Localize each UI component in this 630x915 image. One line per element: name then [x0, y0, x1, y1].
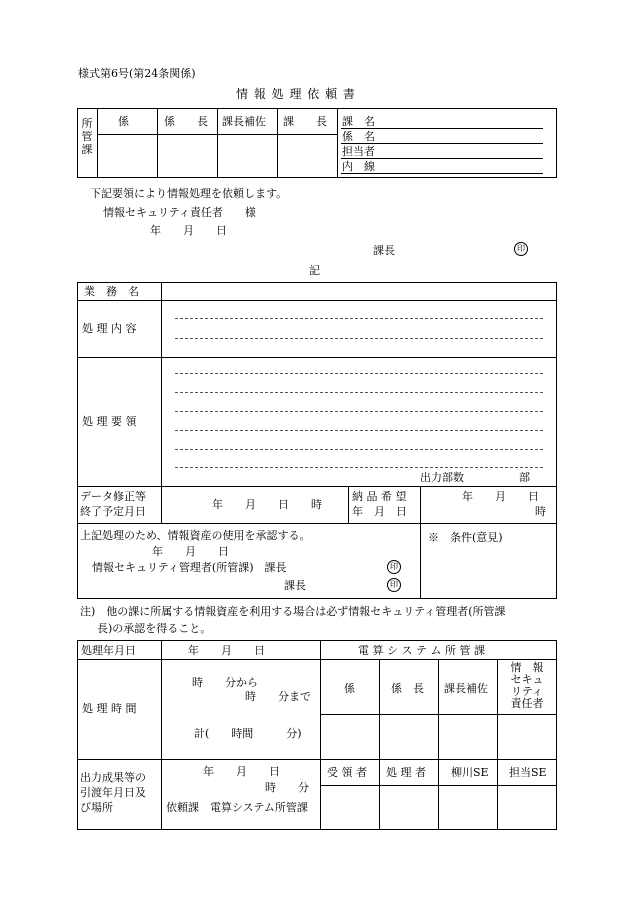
seal-icon: 印	[514, 242, 528, 256]
output-label-3: び場所	[80, 801, 113, 814]
time-total: 計( 時間 分)	[194, 727, 302, 740]
col-kakaricho: 係 長	[164, 115, 208, 128]
form-number: 様式第6号(第24条関係)	[78, 67, 196, 80]
naiyo-label: 処 理 内 容	[82, 322, 137, 335]
approval-date: 年 月 日	[152, 545, 229, 558]
output-time: 時 分	[265, 781, 309, 794]
note-line-2: 長)の承認を得ること。	[97, 622, 212, 635]
info-naisen: 内 線	[342, 160, 375, 173]
data-fix-label-2: 終了予定月日	[80, 505, 146, 518]
request-date: 年 月 日	[150, 224, 227, 237]
condition-label: ※ 条件(意見)	[428, 531, 503, 544]
gyomu-label: 業 務 名	[84, 285, 139, 298]
info-kamei: 課 名	[342, 115, 375, 128]
request-text: 下記要領により情報処理を依頼します。	[90, 187, 288, 200]
approval-text: 上記処理のため、情報資産の使用を承認する。	[80, 529, 311, 542]
yoryo-label: 処 理 要 領	[82, 415, 137, 428]
role-shori: 処 理 者	[386, 766, 426, 779]
request-kacho: 課長	[373, 244, 395, 257]
delivery-label-1: 納 品 希 望	[352, 490, 407, 503]
shori-date-label: 処理年月日	[81, 644, 136, 657]
col-kakaricho-bottom: 係 長	[391, 682, 424, 695]
role-yanagawa-se: 柳川SE	[451, 766, 489, 779]
note-line-1: 注) 他の課に所属する情報資産を利用する場合は必ず情報セキュリティ管理者(所管課	[80, 605, 506, 618]
shori-date-value: 年 月 日	[188, 644, 265, 657]
output-place: 依頼課 電算システム所管課	[166, 801, 308, 814]
output-label-2: 引渡年月日及	[80, 786, 146, 799]
role-tanto-se: 担当SE	[509, 766, 547, 779]
col-kacho-hosa-bottom: 課長補佐	[444, 682, 488, 695]
delivery-value-1: 年 月 日	[462, 490, 539, 503]
approval-manager: 情報セキュリティ管理者(所管課) 課長	[92, 561, 287, 574]
security-officer-label: 情 報 セキュ リティ 責任者	[510, 661, 544, 710]
seal-icon: 印	[387, 578, 401, 592]
info-kakarimei: 係 名	[342, 130, 375, 143]
role-jyuryo: 受 領 者	[327, 766, 367, 779]
info-tantosha: 担当者	[342, 145, 375, 158]
output-count: 出力部数 部	[420, 471, 530, 484]
shori-time-label: 処 理 時 間	[82, 702, 137, 715]
delivery-value-2: 時	[535, 505, 546, 518]
approval-kacho: 課長	[284, 579, 306, 592]
delivery-label-2: 年 月 日	[352, 505, 407, 518]
ki-label: 記	[309, 264, 320, 277]
col-kacho-hosa: 課長補佐	[222, 115, 266, 128]
output-date: 年 月 日	[203, 765, 280, 778]
data-fix-label-1: データ修正等	[80, 490, 146, 503]
col-kakari: 係	[118, 115, 129, 128]
data-fix-value: 年 月 日 時	[212, 498, 322, 511]
col-kacho: 課 長	[283, 115, 327, 128]
time-from: 時 分から	[192, 676, 258, 689]
form-title: 情 報 処 理 依 頼 書	[236, 87, 356, 101]
dept-header: 電 算 シ ス テ ム 所 管 課	[358, 644, 485, 657]
time-to: 時 分まで	[245, 690, 311, 703]
addressee: 情報セキュリティ責任者 様	[103, 206, 256, 219]
shokan-label: 所管課	[81, 117, 93, 156]
output-label-1: 出力成果等の	[80, 771, 146, 784]
col-kakari-bottom: 係	[344, 682, 355, 695]
seal-icon: 印	[387, 560, 401, 574]
